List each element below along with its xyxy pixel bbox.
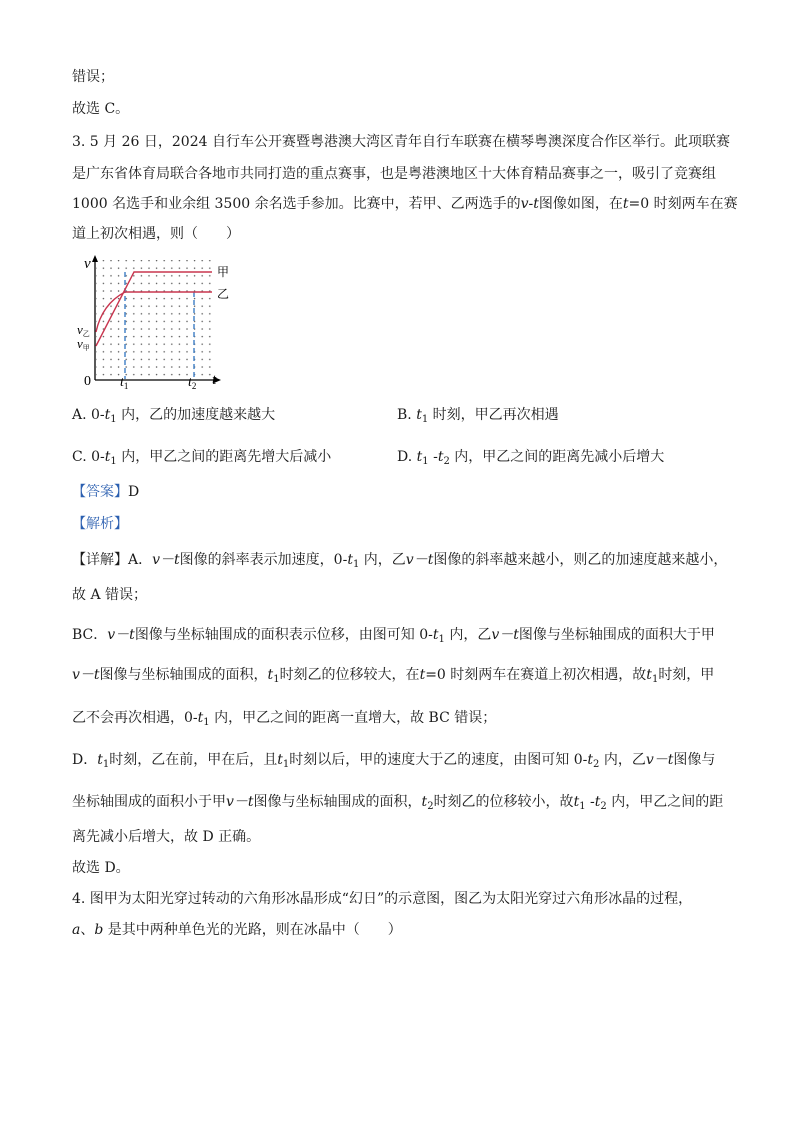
a1-c: 内，乙 xyxy=(359,552,406,568)
t-axis-label: t xyxy=(212,372,217,388)
a5-c: 时刻以后，甲的速度大于乙的速度，由图可知 0- xyxy=(289,752,588,768)
q4-sep: 、 xyxy=(80,922,95,938)
a5-t2: t xyxy=(277,752,283,768)
a1-vt2: v－t xyxy=(405,552,434,568)
jia-curve-label: 甲 xyxy=(217,265,230,279)
a2-t: t xyxy=(432,627,439,643)
t1-tick-sub: 1 xyxy=(123,381,129,391)
a2-a: BC． xyxy=(72,627,108,643)
a5-a: D． xyxy=(72,752,98,768)
a5-t: t xyxy=(97,752,103,768)
q3-vt-label: v-t xyxy=(520,196,539,212)
option-a xyxy=(72,406,275,429)
a2-vt: v－t xyxy=(107,627,135,643)
detail-tag: 【详解】 xyxy=(72,552,128,568)
analysis-line-1 xyxy=(72,551,727,574)
prev-text-line-1: 错误； xyxy=(72,69,114,85)
t2-tick-symbol: t xyxy=(188,375,192,390)
option-a-t: t xyxy=(104,407,111,423)
option-c-sub: 1 xyxy=(110,456,117,467)
prev-conclusion: 故选 C。 xyxy=(72,101,130,117)
option-d-text: 内，甲乙之间的距离先减小后增大 xyxy=(449,449,665,465)
option-d-t1: t xyxy=(416,449,423,465)
a4-a: 乙不会再次相遇，0- xyxy=(72,710,198,726)
answer-tag: 【答案】 xyxy=(72,484,128,500)
a6-vt: v－t xyxy=(226,794,254,810)
analysis-tag: 【解析】 xyxy=(72,516,128,532)
question4-line-2 xyxy=(72,921,402,939)
a3-t0: t xyxy=(419,667,426,683)
answer-line xyxy=(72,483,139,501)
a4-b: 内，甲乙之间的距离一直增大，故 BC 错误； xyxy=(209,710,497,726)
t1-tick-symbol: t xyxy=(120,375,124,390)
v-jia-label xyxy=(77,336,90,352)
option-b-sub: 1 xyxy=(421,414,429,425)
a2-c: 内，乙 xyxy=(444,627,492,643)
option-d-sub2: 2 xyxy=(443,456,450,467)
a6-b: 图像与坐标轴围成的面积， xyxy=(253,794,422,810)
option-b-pre: B. xyxy=(397,407,417,423)
a6-s1: 1 xyxy=(579,801,586,812)
question3-line-4: 道上初次相遇，则（ ） xyxy=(72,226,240,242)
yi-curve-label: 乙 xyxy=(217,287,230,301)
v-yi-symbol: v xyxy=(77,322,83,337)
option-d-pre: D. xyxy=(397,449,417,465)
a3-s1: 1 xyxy=(651,674,659,685)
a3-a: 图像与坐标轴围成的面积， xyxy=(99,667,268,683)
a6-s2: 2 xyxy=(600,801,607,812)
a6-a: 坐标轴围成的面积小于甲 xyxy=(72,794,226,810)
option-d-t2: t xyxy=(437,449,444,465)
a6-d: - xyxy=(585,794,595,810)
a3-b: 时刻乙的位移较大，在 xyxy=(279,667,420,683)
vt-graph xyxy=(72,252,242,392)
analysis-tag-line xyxy=(72,515,128,533)
a5-s2: 1 xyxy=(282,759,290,770)
graph-grid xyxy=(96,260,216,378)
option-c-pre: C. 0- xyxy=(72,449,105,465)
origin-label: 0 xyxy=(84,374,91,389)
a1-d: 图像的斜率越来越小，则乙的加速度越来越小， xyxy=(433,552,728,568)
a5-b: 时刻，乙在前，甲在后，且 xyxy=(109,752,278,768)
q4-text: 是其中两种单色光的光路，则在冰晶中（ ） xyxy=(103,922,402,938)
analysis-line-4 xyxy=(72,666,714,689)
option-b-text: 时刻，甲乙再次相遇 xyxy=(428,407,559,423)
analysis-conclusion: 故选 D。 xyxy=(72,860,130,876)
question3-line-3 xyxy=(72,195,738,213)
a1-a: A． xyxy=(128,552,153,568)
option-c-t: t xyxy=(104,449,111,465)
a6-c: 时刻乙的位移较小，故 xyxy=(433,794,574,810)
q3-l3-text-b: 图像如图，在 xyxy=(538,196,623,212)
option-c xyxy=(72,448,331,471)
question3-line-1: 3. 5 月 26 日，2024 自行车公开赛暨粤港澳大湾区青年自行车联赛在横琴粤澳深度合作区举行。此项联赛 xyxy=(72,134,730,150)
a6-t1: t xyxy=(573,794,580,810)
v-jia-symbol: v xyxy=(77,336,83,351)
a5-t3: t xyxy=(587,752,593,768)
a5-s: 1 xyxy=(102,759,110,770)
a2-b: 图像与坐标轴围成的面积表示位移，由图可知 0- xyxy=(134,627,433,643)
q3-t-symbol: t xyxy=(622,196,629,212)
option-c-text: 内，甲乙之间的距离先增大后减小 xyxy=(116,449,332,465)
a2-s: 1 xyxy=(438,634,445,645)
a1-s: 1 xyxy=(352,559,360,570)
option-d-mid: - xyxy=(428,449,438,465)
a2-d: 图像与坐标轴围成的面积大于甲 xyxy=(518,627,715,643)
a6-e: 内，甲乙之间的距 xyxy=(606,794,724,810)
a6-t: t xyxy=(421,794,428,810)
analysis-line-8: 离先减小后增大，故 D 正确。 xyxy=(72,829,261,845)
q3-l3-text-a: 1000 名选手和业余组 3500 余名选手参加。比赛中，若甲、乙两选手的 xyxy=(72,196,521,212)
option-d-sub1: 1 xyxy=(422,456,429,467)
a3-vt: v－t xyxy=(72,667,100,683)
analysis-line-5 xyxy=(72,709,496,732)
a4-t: t xyxy=(197,710,204,726)
analysis-line-2: 故 A 错误； xyxy=(72,587,148,603)
v-yi-sub: 乙 xyxy=(82,330,90,338)
v-jia-sub: 甲 xyxy=(82,344,90,352)
a2-vt2: v－t xyxy=(491,627,519,643)
a1-b: 图像的斜率表示加速度，0- xyxy=(179,552,348,568)
option-a-text: 内，乙的加速度越来越大 xyxy=(116,407,276,423)
question4-line-1: 4. 图甲为太阳光穿过转动的六角形冰晶形成“幻日”的示意图，图乙为太阳光穿过六角形冰晶的过程， xyxy=(72,891,693,907)
t2-tick-sub: 2 xyxy=(191,381,197,391)
a5-e: 图像与 xyxy=(673,752,716,768)
y-axis-arrow xyxy=(92,255,98,262)
a1-vt: v－t xyxy=(152,552,180,568)
a3-t1: t xyxy=(646,667,652,683)
v-axis-label: v xyxy=(84,256,91,272)
a5-d: 内，乙 xyxy=(599,752,646,768)
q3-l3-text-c: =0 时刻两车在赛 xyxy=(628,196,738,212)
a5-s3: 2 xyxy=(593,759,600,770)
a4-s: 1 xyxy=(203,717,210,728)
q4-b: b xyxy=(94,922,104,938)
a3-d: 时刻，甲 xyxy=(658,667,715,683)
option-b xyxy=(397,406,559,429)
answer-value: D xyxy=(128,484,140,500)
a3-s: 1 xyxy=(273,674,280,685)
a1-t: t xyxy=(347,552,353,568)
a3-t: t xyxy=(267,667,274,683)
analysis-line-7 xyxy=(72,793,723,816)
question3-line-2: 是广东省体育局联合各地市共同打造的重点赛事，也是粤港澳地区十大体育精品赛事之一，吸引了竞赛组 xyxy=(72,166,716,182)
q4-a: a xyxy=(72,922,81,938)
a3-c: =0 时刻两车在赛道上初次相遇，故 xyxy=(425,667,647,683)
a5-vt: v－t xyxy=(645,752,674,768)
a6-t2: t xyxy=(594,794,601,810)
option-a-sub: 1 xyxy=(110,414,117,425)
a6-s: 2 xyxy=(427,801,434,812)
option-a-pre: A. 0- xyxy=(72,407,105,423)
option-d xyxy=(397,448,664,471)
option-b-t: t xyxy=(416,407,422,423)
analysis-line-3 xyxy=(72,626,715,649)
analysis-line-6 xyxy=(72,751,715,774)
